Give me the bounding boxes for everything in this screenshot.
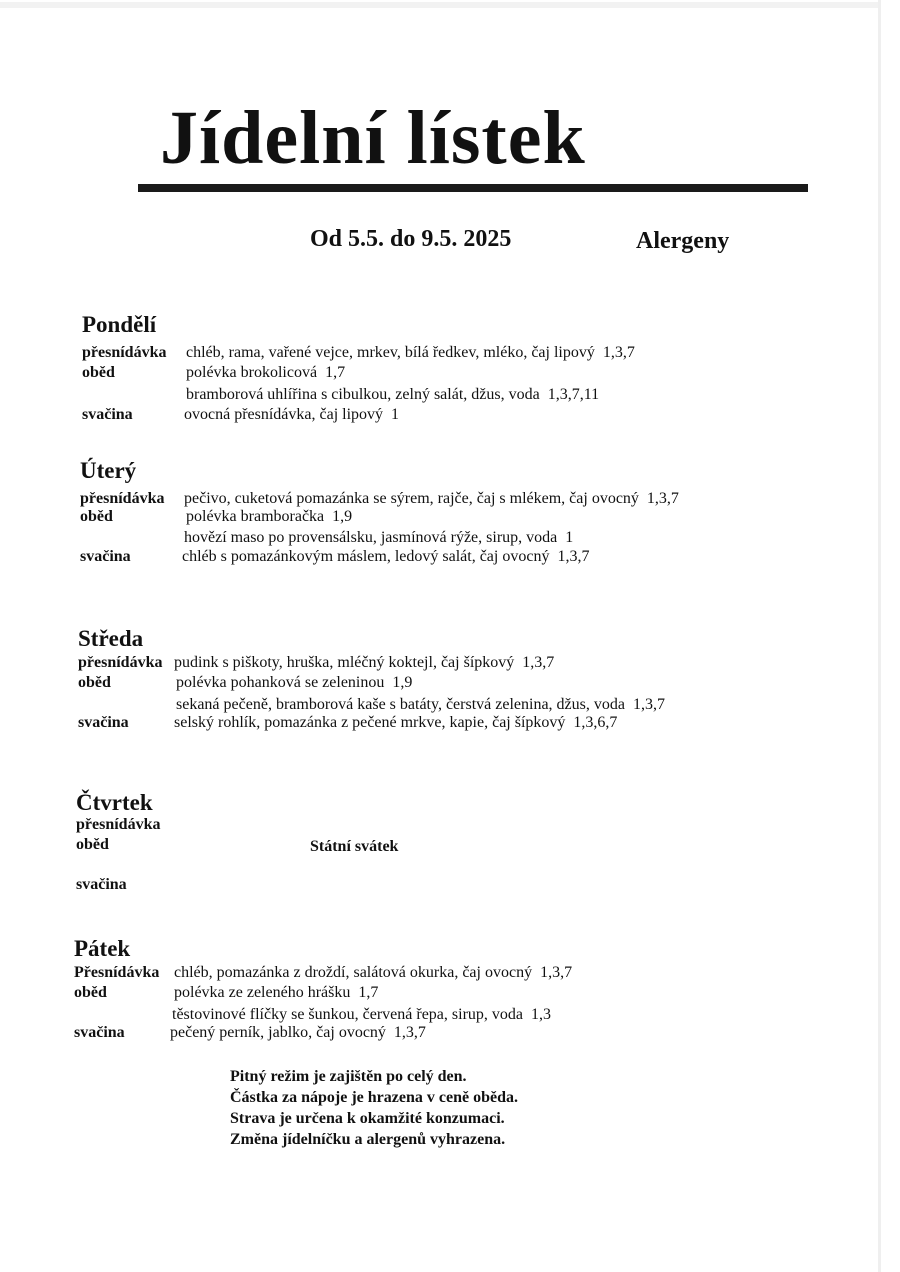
meal-text: bramborová uhlířina s cibulkou, zelný salát, džus, voda [186, 386, 540, 403]
allergen-codes: 1 [565, 529, 574, 546]
meal-text: chléb, rama, vařené vejce, mrkev, bílá ředkev, mléko, čaj lipový [186, 344, 595, 361]
day-name: Pátek [74, 936, 131, 961]
meal-label: přesnídávka [76, 816, 161, 833]
scan-edge-right [878, 0, 881, 1272]
day-name: Pondělí [82, 312, 157, 337]
meal-label: svačina [82, 406, 133, 423]
meal-text: těstovinové flíčky se šunkou, červená řepa, sirup, voda [172, 1006, 524, 1023]
meal-text: chléb s pomazánkovým máslem, ledový salát, čaj ovocný [182, 548, 550, 565]
meal-label: oběd [74, 984, 107, 1001]
note-line: Strava je určena k okamžité konzumaci. [230, 1110, 505, 1127]
allergen-codes: 1,3,7 [540, 964, 573, 981]
meal-text: pudink s piškoty, hruška, mléčný koktejl, čaj šípkový [174, 654, 515, 671]
meal-text: selský rohlík, pomazánka z pečené mrkve, kapie, čaj šípkový [174, 714, 566, 731]
meal-label: svačina [80, 548, 131, 565]
allergen-codes: 1,3,7 [646, 490, 679, 507]
allergen-codes: 1,3,7 [522, 654, 555, 671]
meal-label: oběd [76, 836, 109, 853]
allergen-codes: 1,9 [392, 674, 413, 691]
meal-text: hovězí maso po provensálsku, jasmínová rýže, sirup, voda [184, 529, 558, 546]
meal-label: oběd [80, 508, 113, 525]
day-name: Úterý [80, 458, 137, 483]
meal-label: svačina [76, 876, 127, 893]
meal-label: Přesnídávka [74, 964, 160, 981]
notes-block [230, 1066, 518, 1150]
meal-label: svačina [78, 714, 129, 731]
allergen-codes: 1,3,7 [602, 344, 635, 361]
note-line: Částka za nápoje je hrazena v ceně oběda. [230, 1089, 518, 1106]
allergen-codes: 1,3,7,11 [547, 386, 600, 403]
meal-text: chléb, pomazánka z droždí, salátová okurka, čaj ovocný [174, 964, 533, 981]
scan-edge-top [0, 2, 880, 8]
date-range: Od 5.5. do 9.5. 2025 [310, 226, 512, 252]
day-name: Středa [78, 626, 144, 651]
allergens-heading: Alergeny [636, 228, 730, 254]
meal-text: sekaná pečeně, bramborová kaše s batáty, čerstvá zelenina, džus, voda [176, 696, 625, 713]
meal-text: polévka brokolicová [186, 364, 318, 381]
meal-label: oběd [82, 364, 115, 381]
meal-label: přesnídávka [80, 490, 165, 507]
meal-label: svačina [74, 1024, 125, 1041]
meal-text: pečený perník, jablko, čaj ovocný [170, 1024, 386, 1041]
allergen-codes: 1,3,7 [632, 696, 665, 713]
holiday-note: Státní svátek [310, 838, 399, 855]
meal-label: oběd [78, 674, 111, 691]
meal-label: přesnídávka [82, 344, 167, 361]
allergen-codes: 1,3 [531, 1006, 552, 1023]
meal-text: polévka pohanková se zeleninou [176, 674, 385, 691]
note-line: Změna jídelníčku a alergenů vyhrazena. [230, 1131, 506, 1148]
title-underline [138, 184, 808, 192]
allergen-codes: 1,9 [332, 508, 353, 525]
note-line: Pitný režim je zajištěn po celý den. [230, 1068, 467, 1085]
allergen-codes: 1,7 [325, 364, 346, 381]
allergen-codes: 1,3,7 [557, 548, 590, 565]
meal-text: ovocná přesnídávka, čaj lipový [184, 406, 384, 423]
page-title: Jídelní lístek [160, 96, 586, 180]
meal-text: polévka bramboračka [186, 508, 325, 525]
allergen-codes: 1,3,7 [393, 1024, 426, 1041]
allergen-codes: 1 [391, 406, 400, 423]
day-name: Čtvrtek [76, 790, 153, 815]
allergen-codes: 1,7 [358, 984, 379, 1001]
meal-text: pečivo, cuketová pomazánka se sýrem, rajče, čaj s mlékem, čaj ovocný [184, 490, 639, 507]
allergen-codes: 1,3,6,7 [573, 714, 618, 731]
meal-label: přesnídávka [78, 654, 163, 671]
meal-text: polévka ze zeleného hrášku [174, 984, 351, 1001]
